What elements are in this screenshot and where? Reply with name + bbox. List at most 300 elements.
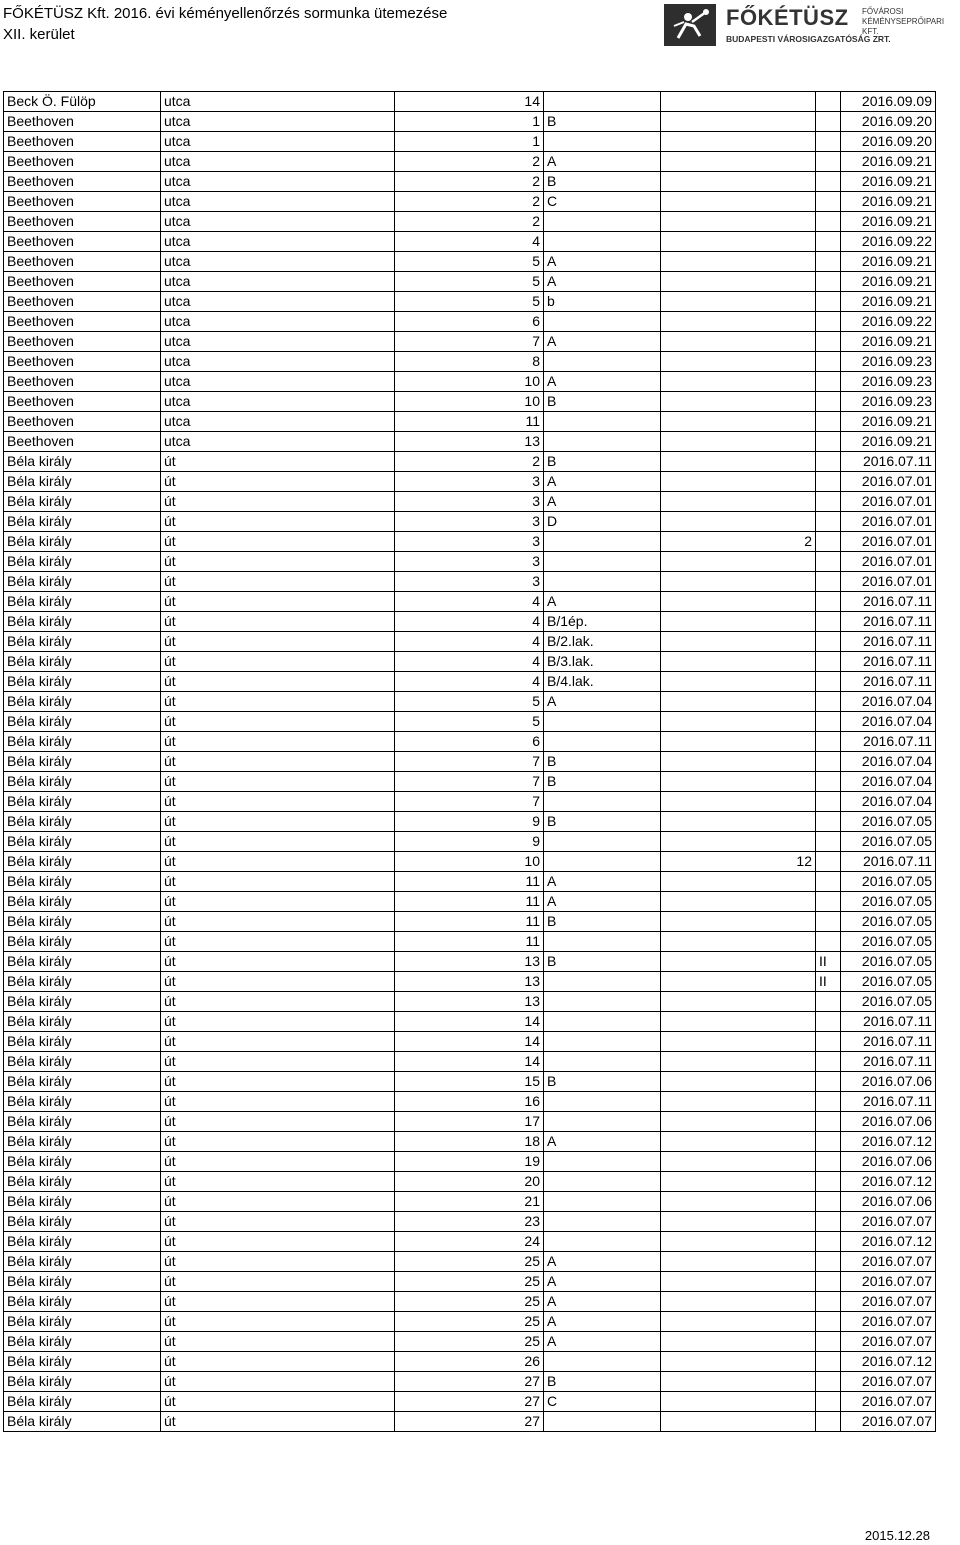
- extra-cell: [661, 612, 816, 632]
- street-name-cell: Beethoven: [4, 352, 161, 372]
- street-name-cell: Béla király: [4, 892, 161, 912]
- extra-cell: [661, 872, 816, 892]
- floor-cell: [816, 792, 841, 812]
- house-letter-cell: [544, 1012, 661, 1032]
- house-number-cell: 4: [395, 672, 544, 692]
- street-type-cell: út: [161, 892, 395, 912]
- street-name-cell: Béla király: [4, 1412, 161, 1432]
- floor-cell: [816, 812, 841, 832]
- company-logo: [664, 4, 956, 46]
- date-cell: 2016.07.11: [841, 852, 936, 872]
- house-number-cell: 4: [395, 232, 544, 252]
- street-type-cell: út: [161, 1392, 395, 1412]
- street-type-cell: út: [161, 872, 395, 892]
- street-type-cell: út: [161, 792, 395, 812]
- date-cell: 2016.09.21: [841, 292, 936, 312]
- house-number-cell: 6: [395, 312, 544, 332]
- street-name-cell: Beethoven: [4, 172, 161, 192]
- house-letter-cell: A: [544, 1252, 661, 1272]
- extra-cell: [661, 1352, 816, 1372]
- date-cell: 2016.09.21: [841, 152, 936, 172]
- street-type-cell: út: [161, 952, 395, 972]
- extra-cell: [661, 1272, 816, 1292]
- street-type-cell: út: [161, 972, 395, 992]
- extra-cell: [661, 312, 816, 332]
- street-type-cell: utca: [161, 312, 395, 332]
- table-row: [4, 1152, 936, 1172]
- extra-cell: [661, 692, 816, 712]
- table-row: [4, 1092, 936, 1112]
- house-letter-cell: [544, 1412, 661, 1432]
- house-number-cell: 25: [395, 1252, 544, 1272]
- floor-cell: [816, 272, 841, 292]
- floor-cell: [816, 412, 841, 432]
- street-name-cell: Béla király: [4, 732, 161, 752]
- table-row: [4, 1312, 936, 1332]
- table-row: [4, 1112, 936, 1132]
- house-letter-cell: A: [544, 272, 661, 292]
- extra-cell: [661, 1152, 816, 1172]
- page-title: FŐKÉTÜSZ Kft. 2016. évi kéményellenőrzés sormunka ütemezése: [3, 5, 448, 22]
- street-type-cell: utca: [161, 432, 395, 452]
- street-type-cell: út: [161, 932, 395, 952]
- street-name-cell: Beethoven: [4, 372, 161, 392]
- house-number-cell: 7: [395, 772, 544, 792]
- date-cell: 2016.07.01: [841, 492, 936, 512]
- extra-cell: [661, 1212, 816, 1232]
- street-name-cell: Béla király: [4, 612, 161, 632]
- house-number-cell: 11: [395, 912, 544, 932]
- house-letter-cell: D: [544, 512, 661, 532]
- street-type-cell: út: [161, 1072, 395, 1092]
- extra-cell: [661, 392, 816, 412]
- date-cell: 2016.07.12: [841, 1232, 936, 1252]
- street-name-cell: Béla király: [4, 1312, 161, 1332]
- date-cell: 2016.09.09: [841, 92, 936, 112]
- street-type-cell: utca: [161, 232, 395, 252]
- floor-cell: [816, 1312, 841, 1332]
- house-letter-cell: A: [544, 372, 661, 392]
- house-number-cell: 5: [395, 692, 544, 712]
- extra-cell: [661, 92, 816, 112]
- street-name-cell: Béla király: [4, 932, 161, 952]
- street-name-cell: Béla király: [4, 1332, 161, 1352]
- house-number-cell: 9: [395, 832, 544, 852]
- date-cell: 2016.07.05: [841, 832, 936, 852]
- street-type-cell: út: [161, 1052, 395, 1072]
- street-name-cell: Béla király: [4, 812, 161, 832]
- house-number-cell: 23: [395, 1212, 544, 1232]
- house-letter-cell: A: [544, 332, 661, 352]
- house-letter-cell: B: [544, 812, 661, 832]
- logo-side-line1: FŐVÁROSI: [862, 7, 904, 16]
- house-letter-cell: B: [544, 392, 661, 412]
- house-letter-cell: B: [544, 452, 661, 472]
- table-row: [4, 912, 936, 932]
- house-number-cell: 27: [395, 1412, 544, 1432]
- house-number-cell: 26: [395, 1352, 544, 1372]
- street-type-cell: utca: [161, 412, 395, 432]
- street-name-cell: Béla király: [4, 1392, 161, 1412]
- street-type-cell: utca: [161, 192, 395, 212]
- street-type-cell: út: [161, 692, 395, 712]
- schedule-table: [3, 91, 936, 1432]
- table-row: [4, 1012, 936, 1032]
- date-cell: 2016.07.07: [841, 1312, 936, 1332]
- extra-cell: [661, 792, 816, 812]
- street-name-cell: Béla király: [4, 1032, 161, 1052]
- house-number-cell: 3: [395, 472, 544, 492]
- extra-cell: [661, 232, 816, 252]
- house-letter-cell: [544, 732, 661, 752]
- extra-cell: [661, 992, 816, 1012]
- street-name-cell: Béla király: [4, 1192, 161, 1212]
- extra-cell: [661, 1312, 816, 1332]
- house-letter-cell: [544, 1232, 661, 1252]
- street-type-cell: út: [161, 632, 395, 652]
- street-name-cell: Beethoven: [4, 112, 161, 132]
- date-cell: 2016.07.11: [841, 1032, 936, 1052]
- extra-cell: [661, 132, 816, 152]
- extra-cell: [661, 812, 816, 832]
- street-type-cell: út: [161, 1012, 395, 1032]
- table-row: [4, 692, 936, 712]
- table-row: [4, 1412, 936, 1432]
- floor-cell: [816, 1192, 841, 1212]
- floor-cell: [816, 752, 841, 772]
- house-number-cell: 5: [395, 712, 544, 732]
- street-name-cell: Béla király: [4, 912, 161, 932]
- street-type-cell: utca: [161, 332, 395, 352]
- house-number-cell: 25: [395, 1272, 544, 1292]
- floor-cell: [816, 132, 841, 152]
- house-letter-cell: A: [544, 1132, 661, 1152]
- street-type-cell: út: [161, 1352, 395, 1372]
- extra-cell: [661, 1232, 816, 1252]
- house-number-cell: 3: [395, 572, 544, 592]
- table-row: [4, 792, 936, 812]
- street-type-cell: utca: [161, 212, 395, 232]
- house-letter-cell: A: [544, 1312, 661, 1332]
- floor-cell: [816, 1332, 841, 1352]
- house-number-cell: 5: [395, 252, 544, 272]
- street-name-cell: Béla király: [4, 1012, 161, 1032]
- district-label: XII. kerület: [3, 26, 75, 43]
- date-cell: 2016.09.20: [841, 132, 936, 152]
- house-letter-cell: [544, 1352, 661, 1372]
- table-row: [4, 612, 936, 632]
- house-letter-cell: [544, 932, 661, 952]
- house-number-cell: 4: [395, 612, 544, 632]
- house-letter-cell: C: [544, 192, 661, 212]
- house-letter-cell: [544, 1112, 661, 1132]
- house-letter-cell: A: [544, 492, 661, 512]
- extra-cell: [661, 192, 816, 212]
- house-number-cell: 25: [395, 1332, 544, 1352]
- house-number-cell: 11: [395, 872, 544, 892]
- house-number-cell: 2: [395, 152, 544, 172]
- date-cell: 2016.07.11: [841, 1092, 936, 1112]
- table-row: [4, 512, 936, 532]
- date-cell: 2016.07.06: [841, 1112, 936, 1132]
- street-type-cell: út: [161, 1132, 395, 1152]
- date-cell: 2016.07.04: [841, 712, 936, 732]
- house-letter-cell: B/3.lak.: [544, 652, 661, 672]
- floor-cell: [816, 1132, 841, 1152]
- house-letter-cell: B: [544, 912, 661, 932]
- table-row: [4, 312, 936, 332]
- house-letter-cell: B: [544, 1072, 661, 1092]
- floor-cell: [816, 572, 841, 592]
- street-name-cell: Béla király: [4, 1372, 161, 1392]
- street-name-cell: Béla király: [4, 1112, 161, 1132]
- house-letter-cell: [544, 1052, 661, 1072]
- extra-cell: [661, 152, 816, 172]
- table-row: [4, 752, 936, 772]
- street-name-cell: Béla király: [4, 1092, 161, 1112]
- date-cell: 2016.07.07: [841, 1252, 936, 1272]
- house-number-cell: 21: [395, 1192, 544, 1212]
- date-cell: 2016.07.12: [841, 1352, 936, 1372]
- house-letter-cell: B/1ép.: [544, 612, 661, 632]
- floor-cell: [816, 672, 841, 692]
- house-number-cell: 4: [395, 632, 544, 652]
- floor-cell: [816, 1112, 841, 1132]
- date-cell: 2016.07.07: [841, 1212, 936, 1232]
- date-cell: 2016.07.06: [841, 1192, 936, 1212]
- street-name-cell: Béla király: [4, 792, 161, 812]
- floor-cell: [816, 1012, 841, 1032]
- street-type-cell: út: [161, 712, 395, 732]
- street-type-cell: utca: [161, 252, 395, 272]
- date-cell: 2016.07.05: [841, 892, 936, 912]
- table-row: [4, 412, 936, 432]
- floor-cell: [816, 772, 841, 792]
- floor-cell: [816, 372, 841, 392]
- street-name-cell: Béla király: [4, 472, 161, 492]
- date-cell: 2016.07.07: [841, 1272, 936, 1292]
- house-number-cell: 1: [395, 132, 544, 152]
- chimney-sweep-logo-icon: [664, 4, 716, 46]
- extra-cell: [661, 372, 816, 392]
- street-type-cell: utca: [161, 272, 395, 292]
- street-type-cell: utca: [161, 172, 395, 192]
- table-row: [4, 1172, 936, 1192]
- house-number-cell: 27: [395, 1372, 544, 1392]
- floor-cell: [816, 872, 841, 892]
- table-row: [4, 492, 936, 512]
- street-type-cell: utca: [161, 152, 395, 172]
- extra-cell: [661, 832, 816, 852]
- extra-cell: [661, 272, 816, 292]
- house-number-cell: 5: [395, 292, 544, 312]
- date-cell: 2016.07.07: [841, 1412, 936, 1432]
- table-row: [4, 432, 936, 452]
- floor-cell: II: [816, 952, 841, 972]
- table-row: [4, 732, 936, 752]
- street-type-cell: út: [161, 752, 395, 772]
- street-type-cell: út: [161, 732, 395, 752]
- floor-cell: [816, 172, 841, 192]
- street-name-cell: Béla király: [4, 512, 161, 532]
- extra-cell: [661, 1032, 816, 1052]
- date-cell: 2016.07.05: [841, 872, 936, 892]
- date-cell: 2016.07.04: [841, 752, 936, 772]
- house-letter-cell: A: [544, 152, 661, 172]
- street-name-cell: Béla király: [4, 452, 161, 472]
- table-row: [4, 1332, 936, 1352]
- extra-cell: [661, 772, 816, 792]
- extra-cell: [661, 1112, 816, 1132]
- extra-cell: [661, 252, 816, 272]
- house-letter-cell: [544, 972, 661, 992]
- extra-cell: [661, 572, 816, 592]
- house-number-cell: 18: [395, 1132, 544, 1152]
- floor-cell: [816, 1092, 841, 1112]
- date-cell: 2016.07.07: [841, 1292, 936, 1312]
- date-cell: 2016.09.21: [841, 432, 936, 452]
- floor-cell: [816, 692, 841, 712]
- street-name-cell: Beethoven: [4, 292, 161, 312]
- house-number-cell: 13: [395, 972, 544, 992]
- floor-cell: [816, 992, 841, 1012]
- street-type-cell: út: [161, 812, 395, 832]
- floor-cell: [816, 592, 841, 612]
- house-letter-cell: [544, 312, 661, 332]
- house-number-cell: 13: [395, 952, 544, 972]
- date-cell: 2016.09.23: [841, 352, 936, 372]
- house-number-cell: 3: [395, 492, 544, 512]
- date-cell: 2016.07.11: [841, 672, 936, 692]
- floor-cell: [816, 492, 841, 512]
- house-letter-cell: B: [544, 952, 661, 972]
- extra-cell: [661, 972, 816, 992]
- house-number-cell: 10: [395, 392, 544, 412]
- floor-cell: [816, 1032, 841, 1052]
- table-row: [4, 852, 936, 872]
- house-letter-cell: [544, 1032, 661, 1052]
- date-cell: 2016.07.01: [841, 572, 936, 592]
- street-type-cell: út: [161, 852, 395, 872]
- extra-cell: [661, 1012, 816, 1032]
- extra-cell: [661, 472, 816, 492]
- date-cell: 2016.07.11: [841, 1052, 936, 1072]
- house-letter-cell: B: [544, 752, 661, 772]
- date-cell: 2016.07.07: [841, 1392, 936, 1412]
- table-row: [4, 172, 936, 192]
- house-letter-cell: [544, 1192, 661, 1212]
- floor-cell: [816, 1232, 841, 1252]
- street-name-cell: Beethoven: [4, 432, 161, 452]
- street-name-cell: Béla király: [4, 1152, 161, 1172]
- house-letter-cell: A: [544, 692, 661, 712]
- street-name-cell: Béla király: [4, 1132, 161, 1152]
- street-name-cell: Béla király: [4, 832, 161, 852]
- floor-cell: [816, 472, 841, 492]
- date-cell: 2016.09.21: [841, 332, 936, 352]
- house-letter-cell: [544, 92, 661, 112]
- house-number-cell: 2: [395, 192, 544, 212]
- floor-cell: [816, 212, 841, 232]
- floor-cell: II: [816, 972, 841, 992]
- street-type-cell: utca: [161, 372, 395, 392]
- street-type-cell: utca: [161, 112, 395, 132]
- street-name-cell: Beethoven: [4, 152, 161, 172]
- house-letter-cell: B: [544, 172, 661, 192]
- table-row: [4, 1072, 936, 1092]
- street-type-cell: út: [161, 1232, 395, 1252]
- street-name-cell: Beethoven: [4, 312, 161, 332]
- table-row: [4, 132, 936, 152]
- floor-cell: [816, 712, 841, 732]
- table-row: [4, 1212, 936, 1232]
- floor-cell: [816, 1292, 841, 1312]
- extra-cell: 12: [661, 852, 816, 872]
- house-number-cell: 13: [395, 432, 544, 452]
- floor-cell: [816, 232, 841, 252]
- table-row: [4, 1392, 936, 1412]
- extra-cell: [661, 1252, 816, 1272]
- house-letter-cell: [544, 792, 661, 812]
- street-name-cell: Beethoven: [4, 332, 161, 352]
- date-cell: 2016.07.05: [841, 952, 936, 972]
- date-cell: 2016.07.05: [841, 932, 936, 952]
- floor-cell: [816, 1372, 841, 1392]
- floor-cell: [816, 92, 841, 112]
- extra-cell: [661, 292, 816, 312]
- street-name-cell: Béla király: [4, 852, 161, 872]
- date-cell: 2016.07.11: [841, 632, 936, 652]
- street-name-cell: Beethoven: [4, 192, 161, 212]
- floor-cell: [816, 112, 841, 132]
- street-name-cell: Béla király: [4, 1172, 161, 1192]
- street-name-cell: Beethoven: [4, 412, 161, 432]
- extra-cell: [661, 552, 816, 572]
- street-name-cell: Béla király: [4, 1232, 161, 1252]
- house-number-cell: 15: [395, 1072, 544, 1092]
- house-letter-cell: B/2.lak.: [544, 632, 661, 652]
- house-letter-cell: [544, 992, 661, 1012]
- table-row: [4, 272, 936, 292]
- extra-cell: [661, 412, 816, 432]
- table-row: [4, 152, 936, 172]
- floor-cell: [816, 912, 841, 932]
- floor-cell: [816, 332, 841, 352]
- date-cell: 2016.07.11: [841, 652, 936, 672]
- street-name-cell: Béla király: [4, 772, 161, 792]
- street-name-cell: Béla király: [4, 712, 161, 732]
- date-cell: 2016.07.11: [841, 1012, 936, 1032]
- house-letter-cell: A: [544, 252, 661, 272]
- date-cell: 2016.07.05: [841, 812, 936, 832]
- floor-cell: [816, 1052, 841, 1072]
- date-cell: 2016.07.12: [841, 1132, 936, 1152]
- extra-cell: [661, 1132, 816, 1152]
- floor-cell: [816, 192, 841, 212]
- table-row: [4, 332, 936, 352]
- floor-cell: [816, 312, 841, 332]
- date-cell: 2016.07.12: [841, 1172, 936, 1192]
- house-letter-cell: [544, 712, 661, 732]
- table-row: [4, 452, 936, 472]
- floor-cell: [816, 852, 841, 872]
- floor-cell: [816, 612, 841, 632]
- extra-cell: [661, 672, 816, 692]
- table-row: [4, 212, 936, 232]
- street-name-cell: Beethoven: [4, 392, 161, 412]
- street-name-cell: Béla király: [4, 672, 161, 692]
- table-row: [4, 632, 936, 652]
